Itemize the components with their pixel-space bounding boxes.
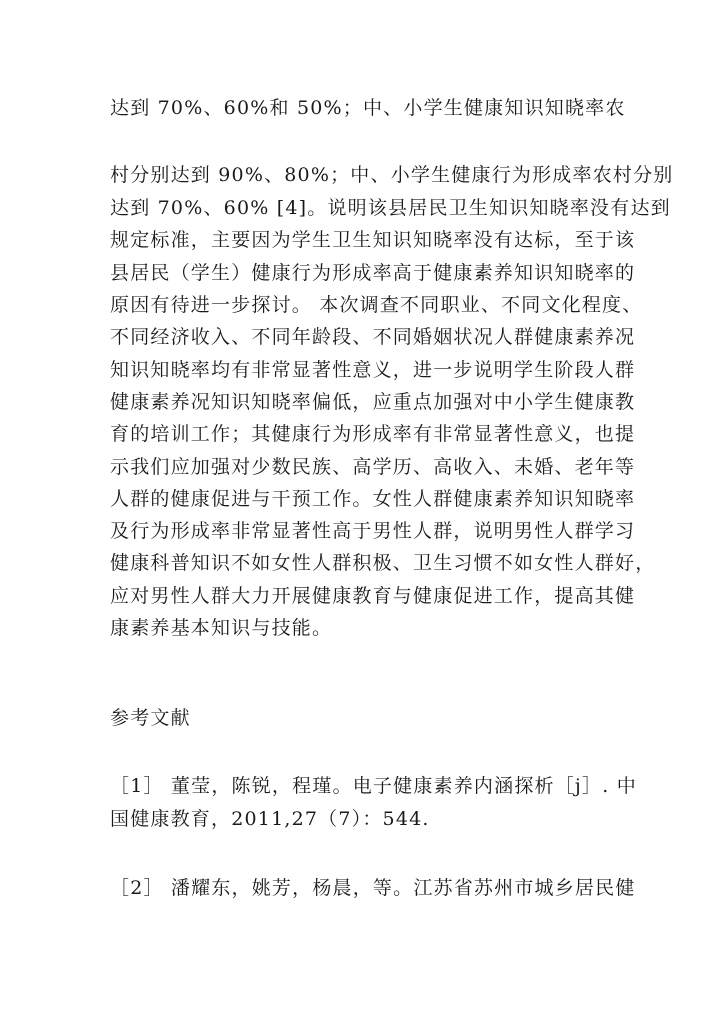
paragraph-line: 育的培训工作；其健康行为形成率有非常显著性意义，也提	[110, 423, 636, 445]
reference-1-line-1: ［1］ 董莹，陈锐，程瑾。电子健康素养内涵探析［j］. 中	[110, 775, 637, 797]
paragraph-line: 不同经济收入、不同年龄段、不同婚姻状况人群健康素养况	[110, 326, 636, 348]
paragraph-line: 及行为形成率非常显著性高于男性人群，说明男性人群学习	[110, 520, 636, 542]
paragraph-line: 达到 70%、60% [4]。说明该县居民卫生知识知晓率没有达到	[110, 197, 671, 219]
paragraph-line: 县居民（学生）健康行为形成率高于健康素养知识知晓率的	[110, 262, 636, 284]
paragraph-line: 应对男性人群大力开展健康教育与健康促进工作，提高其健	[110, 585, 636, 607]
paragraph-line: 人群的健康促进与干预工作。女性人群健康素养知识知晓率	[110, 488, 636, 510]
paragraph-line: 村分别达到 90%、80%；中、小学生健康行为形成率农村分别	[110, 164, 674, 186]
paragraph-line: 示我们应加强对少数民族、高学历、高收入、未婚、老年等	[110, 456, 636, 478]
top-line: 达到 70%、60%和 50%；中、小学生健康知识知晓率农	[110, 97, 626, 119]
paragraph-line: 健康科普知识不如女性人群积极、卫生习惯不如女性人群好，	[110, 552, 656, 574]
paragraph-line: 知识知晓率均有非常显著性意义，进一步说明学生阶段人群	[110, 359, 636, 381]
reference-2-line-1: ［2］ 潘耀东，姚芳，杨晨，等。江苏省苏州市城乡居民健	[110, 877, 636, 899]
paragraph-line: 康素养基本知识与技能。	[110, 617, 333, 639]
references-heading: 参考文献	[110, 707, 191, 729]
paragraph-line: 健康素养况知识知晓率偏低，应重点加强对中小学生健康教	[110, 391, 636, 413]
paragraph-line: 规定标准，主要因为学生卫生知识知晓率没有达标，至于该	[110, 229, 636, 251]
reference-1-line-2: 国健康教育，2011,27（7）：544.	[110, 808, 430, 830]
paragraph-line: 原因有待进一步探讨。 本次调查不同职业、不同文化程度、	[110, 294, 643, 316]
